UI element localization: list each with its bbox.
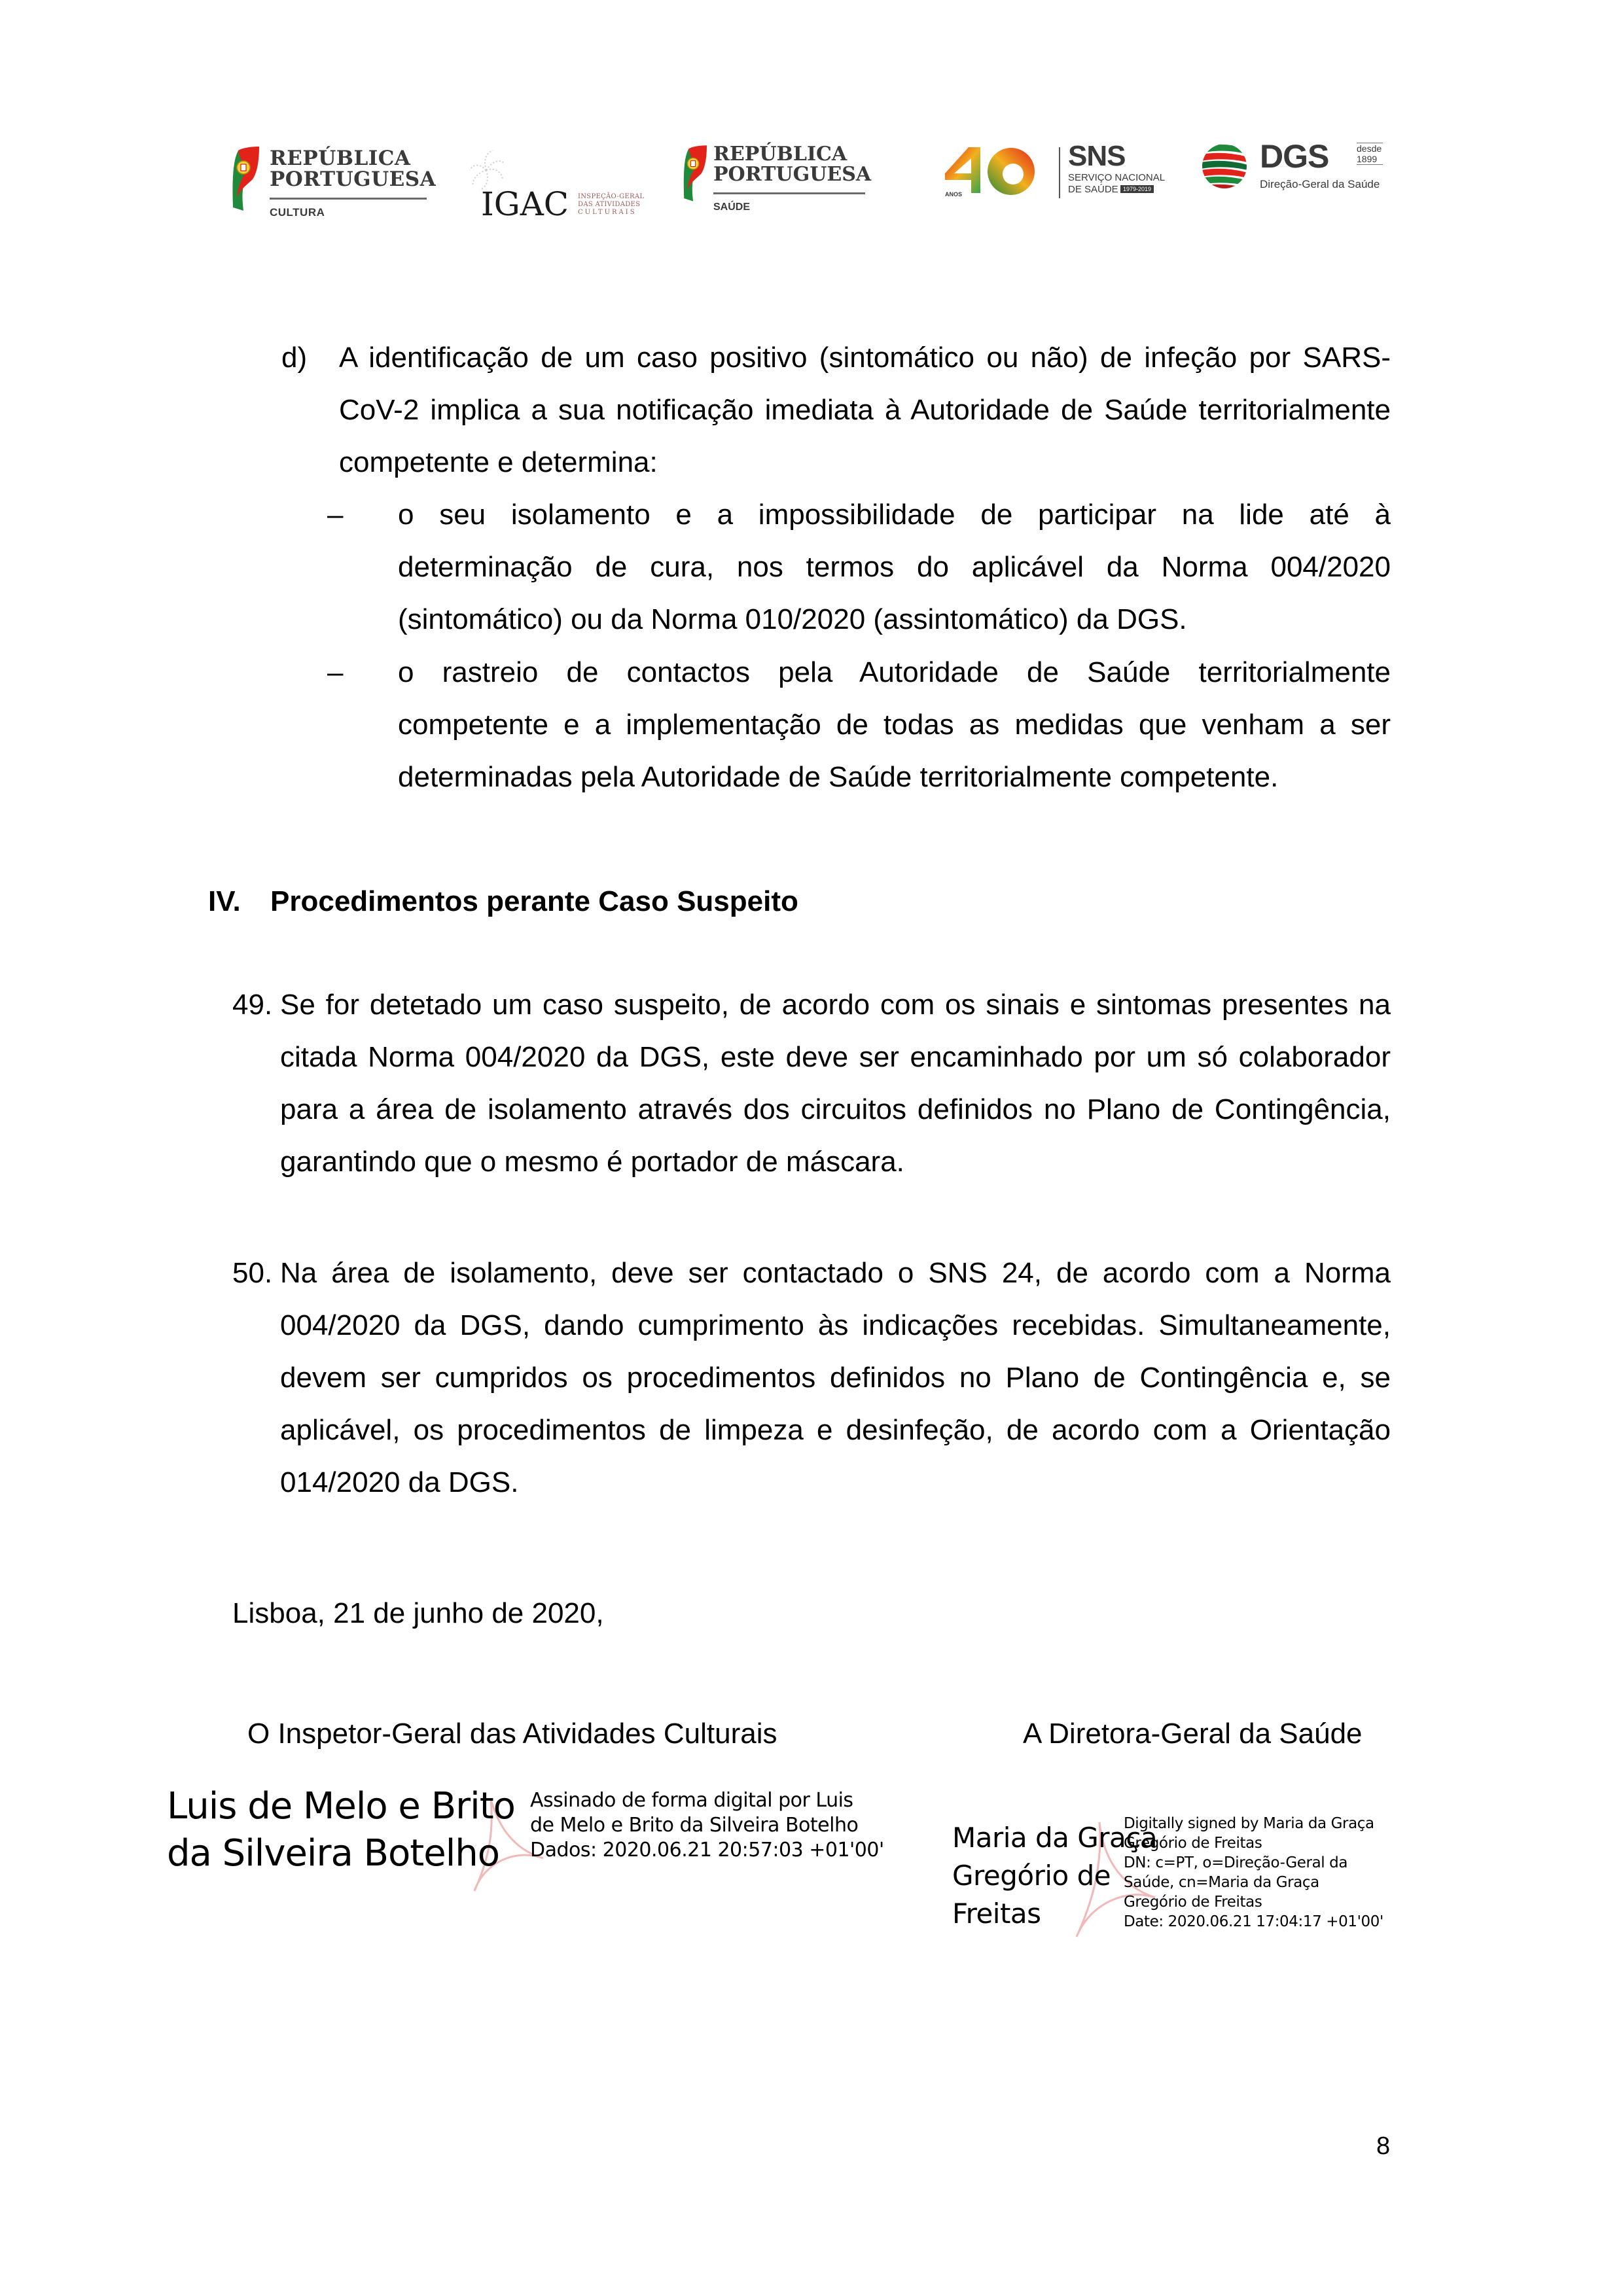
subitem-line: determinadas pela Autoridade de Saúde territorialmente competente. xyxy=(398,761,1279,793)
signature-detail-line: Assinado de forma digital por Luis xyxy=(530,1789,853,1812)
logo-sub: CULTURA xyxy=(270,206,325,219)
signer-left-name xyxy=(167,1783,515,1877)
item-d-line: A identificação de um caso positivo (sintomático ou não) de infeção por SARS- xyxy=(339,342,1391,374)
signer-left-title: O Inspetor-Geral das Atividades Culturais xyxy=(247,1718,777,1750)
signer-right-title: A Diretora-Geral da Saúde xyxy=(1023,1718,1363,1750)
subitem-text xyxy=(398,646,1391,804)
item-line: garantindo que o mesmo é portador de máscara. xyxy=(280,1146,904,1178)
subitem-line: determinação de cura, nos termos do aplicável da Norma 004/2020 xyxy=(398,551,1391,583)
signature-detail-line: Date: 2020.06.21 17:04:17 +01'00' xyxy=(1124,1913,1383,1930)
dgs-title: DGS xyxy=(1260,138,1329,175)
item-d-line: CoV-2 implica a sua notificação imediata à Autoridade de Saúde territorialmente xyxy=(339,394,1391,426)
dash-bullet: – xyxy=(327,656,344,688)
item-number: 49. xyxy=(232,989,273,1021)
item-d-marker: d) xyxy=(281,342,308,374)
signature-detail-line: Dados: 2020.06.21 20:57:03 +01'00' xyxy=(530,1839,884,1862)
subitem-line: competente e a implementação de todas as medidas que venham a ser xyxy=(398,709,1391,741)
igac-desc xyxy=(578,193,644,217)
item-line: Se for detetado um caso suspeito, de acordo com os sinais e sintomas presentes na xyxy=(280,989,1391,1021)
item-text xyxy=(280,979,1391,1188)
logo-divider xyxy=(713,192,865,194)
item-d-text xyxy=(339,332,1391,489)
section-number: IV. xyxy=(208,885,241,917)
logo-line1: REPÚBLICA xyxy=(713,143,847,166)
logo-divider xyxy=(270,198,427,200)
signature-detail-line: Digitally signed by Maria da Graça xyxy=(1124,1815,1374,1832)
section-title: Procedimentos perante Caso Suspeito xyxy=(270,885,798,917)
logo-line2: PORTUGUESA xyxy=(713,163,872,186)
header-logos xyxy=(0,0,1623,249)
item-line: aplicável, os procedimentos de limpeza e desinfeção, de acordo com a Orientação xyxy=(280,1414,1391,1446)
item-number: 50. xyxy=(232,1257,273,1289)
signature-detail-line: Gregório de Freitas xyxy=(1124,1894,1262,1911)
svg-text:ANOS: ANOS xyxy=(945,191,963,198)
dgs-year: 1899 xyxy=(1357,154,1378,164)
item-line: Na área de isolamento, deve ser contactado o SNS 24, de acordo com a Norma xyxy=(280,1257,1391,1289)
dash-bullet: – xyxy=(327,499,344,531)
signer-left-name-line: da Silveira Botelho xyxy=(167,1832,500,1875)
item-line: devem ser cumpridos os procedimentos definidos no Plano de Contingência e, se xyxy=(280,1362,1391,1394)
logo-igac xyxy=(461,141,658,226)
page-number: 8 xyxy=(1376,2132,1391,2160)
item-d-line: competente e determina: xyxy=(339,446,658,478)
sns-divider xyxy=(1059,147,1060,198)
signature-detail-line: de Melo e Brito da Silveira Botelho xyxy=(530,1814,859,1837)
portugal-flag-icon xyxy=(681,143,707,203)
igac-mark xyxy=(481,186,569,222)
portugal-flag-icon xyxy=(229,145,259,211)
logo-republica-portuguesa-cultura xyxy=(229,145,438,224)
sns-sub2: DE SAÚDE xyxy=(1068,184,1118,195)
dgs-since xyxy=(1357,143,1383,165)
subitem-line: (sintomático) ou da Norma 010/2020 (assintomático) da DGS. xyxy=(398,603,1187,635)
signer-left-details xyxy=(530,1788,884,1863)
subitem-text xyxy=(398,489,1391,646)
sns-sub1: SERVIÇO NACIONAL xyxy=(1068,172,1166,183)
igac-desc-1: INSPEÇÃO-GERAL xyxy=(578,193,645,200)
igac-mark-text: IGAC xyxy=(481,185,569,223)
dgs-sub: Direção-Geral da Saúde xyxy=(1260,178,1380,190)
item-line: citada Norma 004/2020 da DGS, este deve ser encaminhado por um só colaborador xyxy=(280,1041,1391,1073)
igac-desc-2: DAS ATIVIDADES xyxy=(578,201,641,208)
signer-right-name-line: Freitas xyxy=(952,1898,1041,1930)
signature-detail-line: Gregório de Freitas xyxy=(1124,1835,1262,1852)
sns-years: 1979-2019 xyxy=(1120,185,1154,193)
dgs-desde: desde xyxy=(1357,143,1382,154)
signer-right-name-line: Gregório de xyxy=(952,1860,1111,1892)
logo-line1: REPÚBLICA xyxy=(270,147,411,170)
place-date: Lisboa, 21 de junho de 2020, xyxy=(232,1597,604,1629)
logo-dgs xyxy=(1201,137,1404,203)
digital-signature-left[interactable] xyxy=(167,1783,887,1894)
logo-line2: PORTUGUESA xyxy=(270,168,437,191)
digital-signature-right[interactable] xyxy=(952,1812,1463,1950)
logo-republica-portuguesa-saude xyxy=(681,143,890,221)
signature-detail-line: DN: c=PT, o=Direção-Geral da xyxy=(1124,1854,1348,1871)
sns-title: SNS xyxy=(1068,140,1126,172)
logo-sub: SAÚDE xyxy=(713,202,751,213)
signer-left-name-line: Luis de Melo e Brito xyxy=(167,1785,515,1828)
signer-right-name-line: Maria da Graça xyxy=(952,1822,1158,1854)
subitem-line: o rastreio de contactos pela Autoridade de Saúde territorialmente xyxy=(398,656,1391,688)
subitem-line: o seu isolamento e a impossibilidade de participar na lide até à xyxy=(398,499,1391,531)
signer-right-details xyxy=(1124,1814,1383,1932)
igac-desc-3: CULTURAIS xyxy=(578,209,637,216)
item-text xyxy=(280,1247,1391,1509)
dgs-globe-icon xyxy=(1201,143,1248,190)
logo-sns-40-anos xyxy=(936,141,1171,206)
item-line: 014/2020 da DGS. xyxy=(280,1466,519,1498)
item-line: para a área de isolamento através dos circuitos definidos no Plano de Contingência, xyxy=(280,1093,1391,1125)
item-line: 004/2020 da DGS, dando cumprimento às indicações recebidas. Simultaneamente, xyxy=(280,1309,1391,1341)
forty-years-icon xyxy=(942,144,1041,200)
signature-detail-line: Saúde, cn=Maria da Graça xyxy=(1124,1874,1319,1891)
